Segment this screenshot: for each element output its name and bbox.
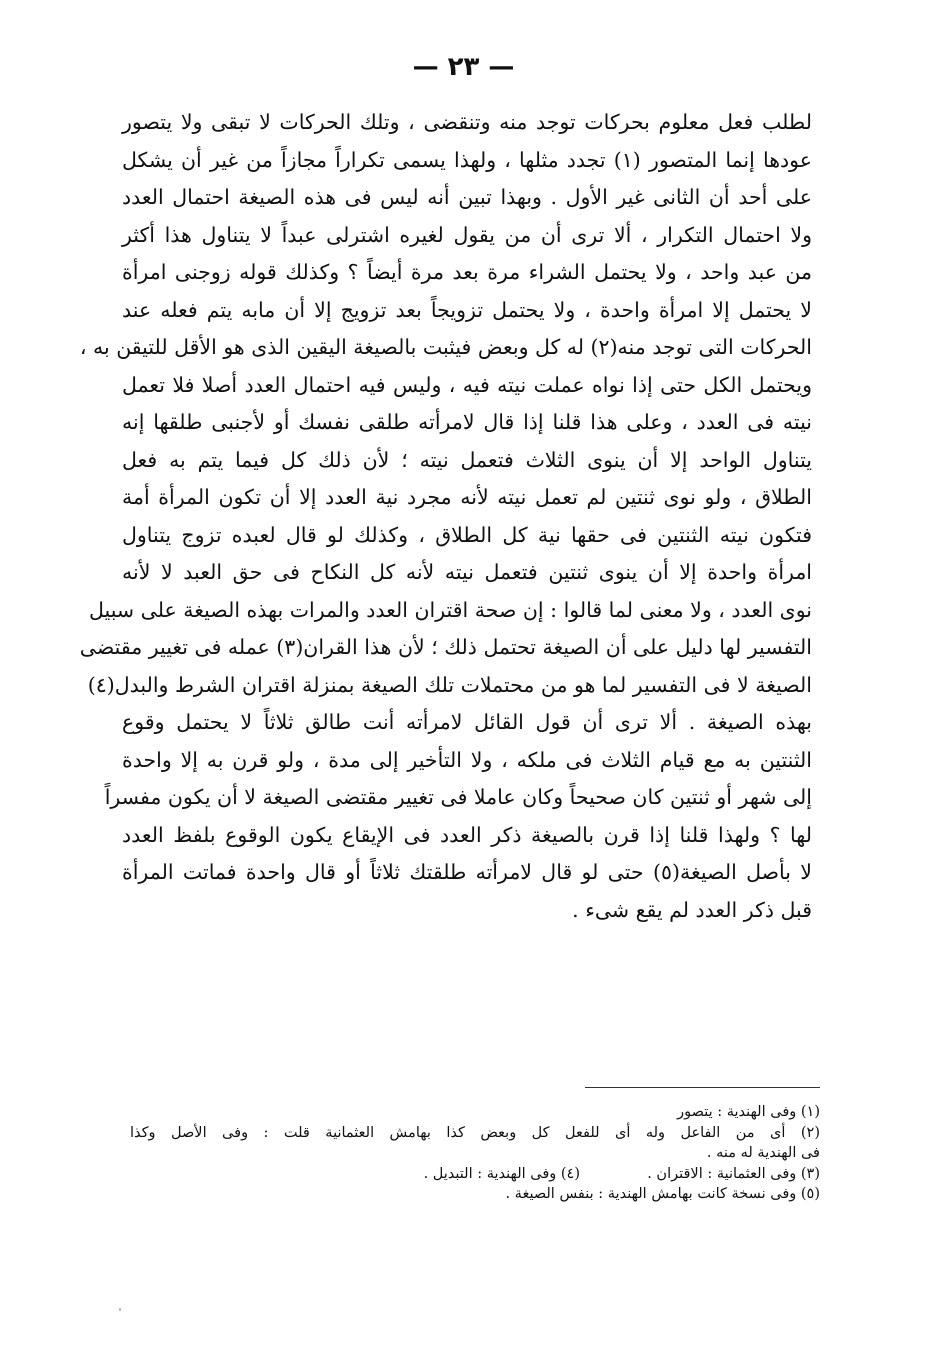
text-line: نوى العدد ، ولا معنى لما قالوا : إن صحة اقتران العدد والمرات بهذه الصيغة على سبيل [89, 597, 812, 622]
footnote-3: (٣) وفى العثمانية : الاقتران . [647, 1165, 820, 1182]
text-line: الثنتين به مع قيام الثلاث فى ملكه ، ولا التأخير إلى مدة ، ولو قرن به إلا واحدة [122, 747, 812, 772]
text-line: نيته فى العدد ، وعلى هذا قلنا إذا قال لامرأته طلقى نفسك أو لأجنبى طلقها إنه [122, 410, 812, 434]
text-line: الصيغة لا فى التفسير لما هو من محتملات تلك الصيغة بمنزلة اقتران الشرط والبدل(٤) [87, 672, 812, 697]
text-line: إلى شهر أو ثنتين كان صحيحاً وكان عاملا فى تغيير مقتضى الصيغة لا أن يكون مفسراً [104, 785, 812, 809]
footnote-1: (١) وفى الهندية : يتصور [677, 1104, 820, 1120]
text-line: من عبد واحد ، ولا يحتمل الشراء مرة بعد مرة أيضاً ؟ وكذلك قوله زوجنى امرأة [122, 260, 812, 284]
text-line: بهذه الصيغة . ألا ترى أن قول القائل لامرأته أنت طالق ثلاثاً لا يحتمل وقوع [122, 710, 812, 734]
text-line: الحركات التى توجد منه(٢) له كل وبعض فيثبت بالصيغة اليقين الذى هو الأقل للتيقن به ، [79, 335, 812, 359]
body-text [79, 104, 812, 929]
text-line: التفسير لها دليل على أن الصيغة تحتمل ذلك ؛ لأن هذا القران(٣) عمله فى تغيير مقتضى [79, 635, 812, 659]
footnote-2: (٢) أى من الفاعل وله أى للفعل كل وبعض كذا بهامش العثمانية قلت : وفى الأصل وكذا [130, 1124, 820, 1141]
text-line: لطلب فعل معلوم بحركات توجد منه وتنقضى ، وتلك الحركات لا تبقى ولا يتصور [122, 110, 812, 134]
text-line: عودها إنما المتصور (١) تجدد مثلها ، ولهذا يسمى تكراراً مجازاً من غير أن يشكل [122, 147, 812, 172]
text-line: على أحد أن الثانى غير الأول . وبهذا تبين أنه ليس فى هذه الصيغة احتمال العدد [122, 185, 812, 209]
scan-speck [119, 1308, 121, 1311]
text-line: فتكون نيته الثنتين فى حقها نية كل الطلاق ، وكذلك لو قال لعبده تزوج يتناول [122, 522, 812, 547]
footnote-row-3-4 [130, 1164, 820, 1185]
footnote-2-continued: فى الهندية له منه . [706, 1145, 820, 1161]
footnote-5: (٥) وفى نسخة كانت بهامش الهندية : بنفس الصيغة . [505, 1186, 820, 1202]
text-line: يتناول الواحد إلا أن ينوى الثلاث فتعمل نيته ؛ لأن ذلك كل فيما يتم به فعل [122, 447, 812, 472]
text-line: لها ؟ ولهذا قلنا إذا قرن بالصيغة ذكر العدد فى الإيقاع يكون الوقوع بلفظ العدد [122, 822, 812, 847]
page-number: — ٢٣ — [412, 52, 515, 82]
text-line: لا يحتمل إلا امرأة واحدة ، ولا يحتمل تزويجاً بعد تزويج إلا أن مابه يتم فعله عند [122, 297, 812, 322]
footnote-divider [585, 1087, 820, 1088]
footnotes [130, 1102, 820, 1205]
text-line: امرأة واحدة إلا أن ينوى ثنتين فتعمل نيته لأنه كل النكاح فى حق العبد لا لأنه [122, 560, 812, 584]
footnote-4: (٤) وفى الهندية : التبديل . [423, 1165, 580, 1182]
text-line: ولا احتمال التكرار ، ألا ترى أن من يقول لغيره اشترلى عبداً لا يتناول هذا أكثر [122, 222, 812, 247]
text-line: لا بأصل الصيغة(٥) حتى لو قال لامرأته طلقتك ثلاثاً أو قال واحدة فماتت المرأة [122, 860, 812, 884]
text-line: الطلاق ، ولو نوى ثنتين لم تعمل نيته لأنه مجرد نية العدد إلا أن تكون المرأة أمة [122, 485, 812, 509]
text-line: ويحتمل الكل حتى إذا نواه عملت نيته فيه ، وليس فيه احتمال العدد أصلا فلا تعمل [122, 372, 812, 397]
text-line-last: قبل ذكر العدد لم يقع شىء . [572, 897, 812, 922]
